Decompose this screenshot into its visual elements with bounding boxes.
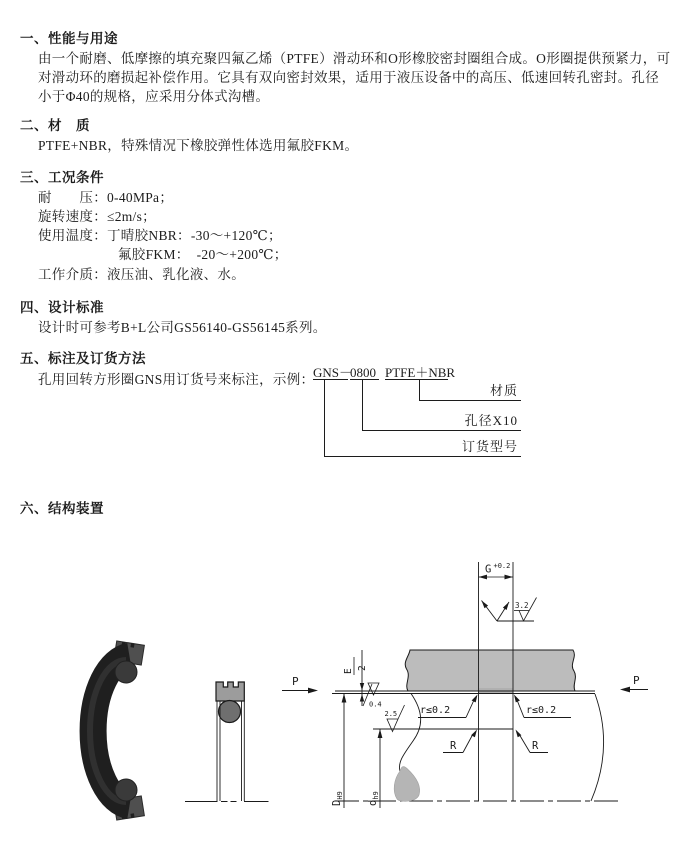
section1-title: 一、性能与用途: [20, 31, 118, 46]
groove-radius-callout-left: [443, 730, 477, 753]
structure-drawing: [60, 555, 700, 845]
section2-title: 二、材 质: [20, 118, 90, 133]
edge-radius-right-label: r≤0.2: [526, 705, 557, 716]
callout-material-label: 材质: [489, 383, 518, 398]
section3-speed: 旋转速度：≤2m/s；: [38, 209, 156, 224]
roughness-32-value: 3.2: [515, 601, 529, 610]
seal-ring-3d: [90, 641, 144, 820]
section4-line1: 设计时可参考B+L公司GS56140-GS56145系列。: [38, 320, 327, 335]
bore-diameter-label: DH9: [331, 791, 344, 806]
callout-model: [324, 379, 521, 457]
pressure-left-label: P: [292, 675, 299, 688]
pressure-arrow-left: [282, 675, 318, 693]
groove-diameter-label: dh9: [367, 791, 380, 806]
bore-diameter-dimension: [331, 694, 346, 809]
seal-cross-section: [185, 682, 269, 802]
groove-radius-left-label: R: [450, 740, 457, 752]
edge-radius-callout-right: [514, 695, 571, 718]
section3-pressure: 耐 压：0-40MPa；: [38, 190, 174, 205]
edge-radius-left-label: r≤0.2: [420, 705, 451, 716]
o-ring-section: [219, 701, 241, 723]
section4-title: 四、设计标准: [20, 300, 104, 315]
callout-model-label: 订货型号: [461, 439, 518, 454]
order-code-bore: 0800: [350, 366, 379, 380]
groove-radius-right-label: R: [532, 740, 539, 752]
clearance-numerator: E: [343, 668, 354, 674]
roughness-04-value: 0.4: [369, 700, 382, 709]
section3-temp-fkm: 氟胶FKM： -20～+200℃；: [118, 247, 288, 262]
section5-title: 五、标注及订货方法: [20, 351, 146, 366]
callout-bore-label: 孔径X10: [464, 413, 518, 428]
section5-intro: 孔用回转方形圈GNS用订货号来标注，示例：: [38, 372, 315, 387]
edge-radius-callout-left: [418, 695, 478, 718]
roughness-04-symbol: [363, 683, 382, 709]
groove-width-label: G: [485, 563, 492, 576]
groove-width-tolerance: +0.2: [493, 562, 511, 570]
groove-diameter-dimension: [367, 729, 382, 808]
order-code-material: PTFE＋NBR: [385, 365, 456, 380]
section2-line1: PTFE+NBR，特殊情况下橡胶弹性体选用氟胶FKM。: [38, 138, 359, 153]
section3-title: 三、工况条件: [20, 170, 104, 185]
pressure-arrow-right: [620, 674, 648, 692]
section6-title: 六、结构装置: [20, 501, 104, 516]
clearance-denominator: 2: [357, 665, 368, 671]
clearance-dimension: [343, 650, 368, 706]
shaft-break-shading: [394, 767, 419, 802]
installation-drawing: [282, 562, 648, 808]
housing-section: [405, 650, 575, 691]
section3-temp-nbr: 使用温度：丁晴胶NBR：-30～+120℃；: [38, 228, 282, 243]
section1-line2: 对滑动环的磨损起补偿作用。它具有双向密封效果，适用于液压设备中的高压、低速回转孔密封。孔径: [38, 70, 659, 85]
section3-media: 工作介质：液压油、乳化液、水。: [38, 267, 245, 282]
section1-line1: 由一个耐磨、低摩擦的填充聚四氟乙烯（PTFE）滑动环和O形橡胶密封圈组合成。O形圈提供预紧力，可: [38, 51, 671, 66]
section1-line3: 小于Φ40的规格，应采用分体式沟槽。: [38, 89, 270, 104]
pressure-right-label: P: [633, 674, 640, 687]
roughness-25-symbol: [385, 705, 405, 732]
roughness-25-value: 2.5: [384, 710, 398, 718]
groove-width-dimension: [479, 562, 514, 579]
order-code-model: GNS－: [313, 365, 353, 380]
groove-flank-roughness: [482, 598, 537, 622]
groove-radius-callout-right: [516, 730, 549, 753]
